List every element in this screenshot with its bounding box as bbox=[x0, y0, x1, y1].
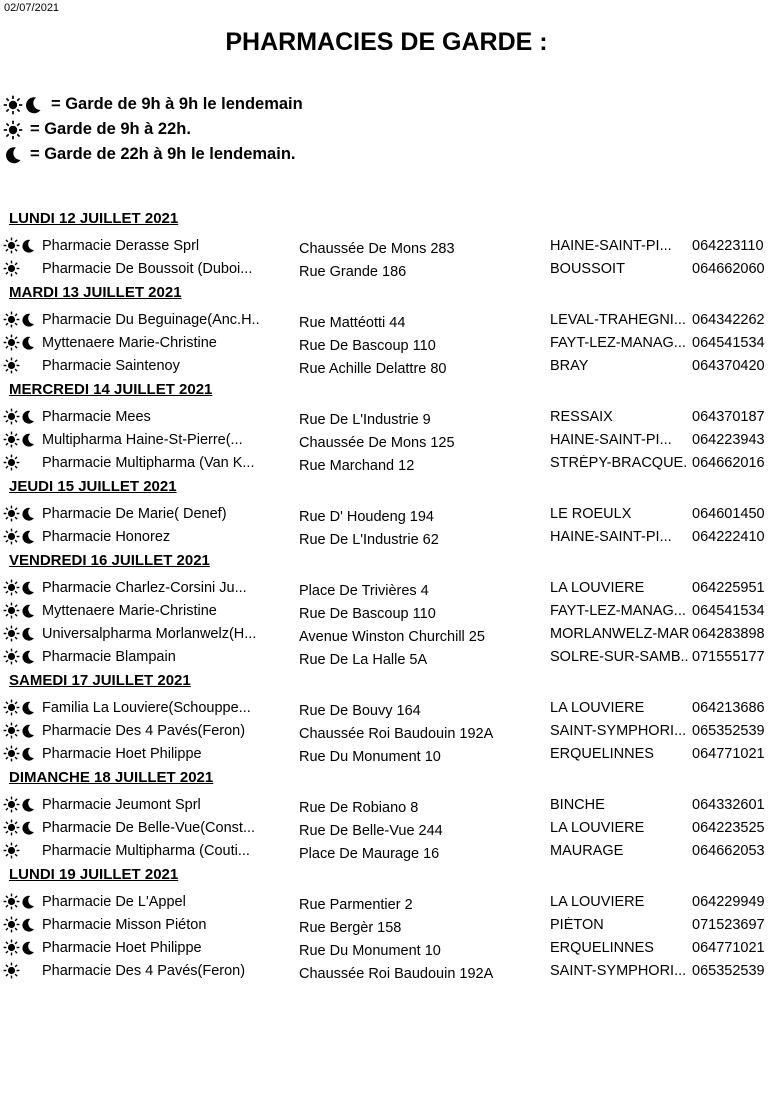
pharmacy-city: HAINE-SAINT-PI... bbox=[550, 432, 672, 448]
pharmacy-phone: 064229949 bbox=[692, 894, 765, 910]
pharmacy-address: Rue De Belle-Vue 244 bbox=[299, 823, 443, 839]
pharmacy-row bbox=[0, 794, 773, 817]
pharmacy-row bbox=[0, 503, 773, 526]
pharmacy-city: ERQUELINNES bbox=[550, 940, 654, 956]
sun-icon bbox=[3, 95, 23, 115]
sun-icon bbox=[3, 648, 20, 665]
pharmacy-row bbox=[0, 817, 773, 840]
pharmacy-phone: 064771021 bbox=[692, 940, 765, 956]
pharmacy-name: Pharmacie De L'Appel bbox=[42, 894, 186, 910]
pharmacy-row bbox=[0, 720, 773, 743]
pharmacy-address: Place De Trivières 4 bbox=[299, 583, 429, 599]
day-title: MARDI 13 JUILLET 2021 bbox=[9, 284, 182, 301]
sun-icon bbox=[3, 722, 20, 739]
pharmacy-city: LA LOUVIERE bbox=[550, 700, 645, 716]
pharmacy-address: Rue De Bouvy 164 bbox=[299, 703, 421, 719]
pharmacy-city: MORLANWELZ-MAR bbox=[550, 626, 690, 642]
pharmacy-address: Rue De La Halle 5A bbox=[299, 652, 428, 668]
moon-icon bbox=[20, 723, 36, 739]
moon-icon bbox=[20, 746, 36, 762]
legend bbox=[3, 92, 303, 167]
duty-icons bbox=[3, 722, 41, 739]
pharmacy-city: LA LOUVIERE bbox=[550, 820, 645, 836]
duty-schedule bbox=[0, 207, 773, 983]
pharmacy-phone: 064222410 bbox=[692, 529, 765, 545]
pharmacy-row bbox=[0, 526, 773, 549]
pharmacy-city: HAINE-SAINT-PI... bbox=[550, 529, 672, 545]
sun-icon bbox=[3, 699, 20, 716]
duty-icons bbox=[3, 408, 41, 425]
pharmacy-row bbox=[0, 914, 773, 937]
pharmacy-phone: 064332601 bbox=[692, 797, 765, 813]
moon-icon bbox=[20, 820, 36, 836]
moon-icon bbox=[20, 700, 36, 716]
pharmacy-name: Pharmacie Hoet Philippe bbox=[42, 940, 202, 956]
pharmacy-row bbox=[0, 840, 773, 863]
pharmacy-address: Rue Bergèr 158 bbox=[299, 920, 402, 936]
pharmacy-name: Pharmacie Charlez-Corsini Ju... bbox=[42, 580, 247, 596]
duty-icons bbox=[3, 454, 41, 471]
pharmacy-city: HAINE-SAINT-PI... bbox=[550, 238, 672, 254]
sun-icon bbox=[3, 745, 20, 762]
legend-item bbox=[3, 92, 303, 117]
day-section bbox=[0, 669, 773, 766]
duty-icons bbox=[3, 528, 41, 545]
pharmacy-row bbox=[0, 429, 773, 452]
moon-icon bbox=[20, 335, 36, 351]
pharmacy-phone: 064370187 bbox=[692, 409, 765, 425]
pharmacy-phone: 064283898 bbox=[692, 626, 765, 642]
pharmacy-address: Rue Achille Delattre 80 bbox=[299, 361, 447, 377]
pharmacy-name: Pharmacie Du Beguinage(Anc.H.. bbox=[42, 312, 260, 328]
legend-symbols bbox=[3, 145, 30, 165]
sun-icon bbox=[3, 842, 20, 859]
sun-icon bbox=[3, 796, 20, 813]
pharmacy-address: Avenue Winston Churchill 25 bbox=[299, 629, 485, 645]
pharmacy-name: Pharmacie Honorez bbox=[42, 529, 171, 545]
pharmacy-address: Chaussée Roi Baudouin 192A bbox=[299, 966, 494, 982]
pharmacy-row bbox=[0, 600, 773, 623]
pharmacy-address: Rue Grande 186 bbox=[299, 264, 407, 280]
sun-icon bbox=[3, 505, 20, 522]
pharmacy-phone: 064223525 bbox=[692, 820, 765, 836]
pharmacy-address: Rue Parmentier 2 bbox=[299, 897, 413, 913]
moon-icon bbox=[23, 95, 43, 115]
pharmacy-row bbox=[0, 646, 773, 669]
pharmacy-city: SOLRE-SUR-SAMB.. bbox=[550, 649, 689, 665]
pharmacy-address: Rue Marchand 12 bbox=[299, 458, 415, 474]
pharmacy-row bbox=[0, 258, 773, 281]
pharmacy-address: Rue D' Houdeng 194 bbox=[299, 509, 434, 525]
moon-icon bbox=[20, 626, 36, 642]
sun-icon bbox=[3, 454, 20, 471]
pharmacy-address: Rue De L'Industrie 62 bbox=[299, 532, 439, 548]
pharmacy-phone: 064225951 bbox=[692, 580, 765, 596]
moon-icon bbox=[3, 145, 23, 165]
pharmacy-city: LA LOUVIERE bbox=[550, 894, 645, 910]
legend-text: = Garde de 9h à 9h le lendemain bbox=[51, 95, 303, 113]
pharmacy-address: Rue De L'Industrie 9 bbox=[299, 412, 431, 428]
duty-icons bbox=[3, 796, 41, 813]
pharmacy-name: Pharmacie De Boussoit (Duboi... bbox=[42, 261, 253, 277]
moon-icon bbox=[20, 506, 36, 522]
pharmacy-address: Rue De Bascoup 110 bbox=[299, 338, 436, 354]
pharmacy-phone: 064213686 bbox=[692, 700, 765, 716]
duty-icons bbox=[3, 260, 41, 277]
sun-icon bbox=[3, 334, 20, 351]
sun-icon bbox=[3, 962, 20, 979]
moon-icon bbox=[20, 238, 36, 254]
moon-icon bbox=[20, 649, 36, 665]
sun-icon bbox=[3, 311, 20, 328]
pharmacy-city: BRAY bbox=[550, 358, 589, 374]
duty-icons bbox=[3, 357, 41, 374]
pharmacy-row bbox=[0, 235, 773, 258]
pharmacy-name: Pharmacie Blampain bbox=[42, 649, 176, 665]
moon-icon bbox=[20, 580, 36, 596]
legend-text: = Garde de 9h à 22h. bbox=[30, 120, 191, 138]
pharmacy-address: Rue Du Monument 10 bbox=[299, 749, 441, 765]
pharmacy-name: Pharmacie Des 4 Pavés(Feron) bbox=[42, 723, 246, 739]
pharmacy-city: FAYT-LEZ-MANAG... bbox=[550, 335, 686, 351]
sun-icon bbox=[3, 579, 20, 596]
pharmacy-address: Rue Du Monument 10 bbox=[299, 943, 441, 959]
pharmacy-address: Chaussée Roi Baudouin 192A bbox=[299, 726, 494, 742]
pharmacy-city: BOUSSOIT bbox=[550, 261, 625, 277]
pharmacy-name: Pharmacie Multipharma (Couti... bbox=[42, 843, 250, 859]
pharmacy-city: FAYT-LEZ-MANAG... bbox=[550, 603, 686, 619]
pharmacy-row bbox=[0, 891, 773, 914]
moon-icon bbox=[20, 432, 36, 448]
sun-icon bbox=[3, 431, 20, 448]
day-section bbox=[0, 207, 773, 281]
pharmacy-name: Myttenaere Marie-Christine bbox=[42, 603, 217, 619]
legend-symbols bbox=[3, 120, 30, 140]
pharmacy-row bbox=[0, 577, 773, 600]
pharmacy-name: Pharmacie Derasse Sprl bbox=[42, 238, 200, 254]
moon-icon bbox=[20, 894, 36, 910]
pharmacy-phone: 065352539 bbox=[692, 723, 765, 739]
duty-icons bbox=[3, 625, 41, 642]
day-title: JEUDI 15 JUILLET 2021 bbox=[9, 478, 177, 495]
pharmacy-phone: 064771021 bbox=[692, 746, 765, 762]
pharmacy-name: Myttenaere Marie-Christine bbox=[42, 335, 217, 351]
pharmacy-city: LA LOUVIERE bbox=[550, 580, 645, 596]
pharmacy-phone: 064223943 bbox=[692, 432, 765, 448]
duty-icons bbox=[3, 311, 41, 328]
sun-icon bbox=[3, 357, 20, 374]
print-date: 02/07/2021 bbox=[4, 2, 60, 14]
pharmacy-name: Pharmacie Mees bbox=[42, 409, 151, 425]
pharmacy-name: Pharmacie Jeumont Sprl bbox=[42, 797, 201, 813]
pharmacy-name: Pharmacie Misson Piéton bbox=[42, 917, 207, 933]
pharmacy-name: Universalpharma Morlanwelz(H... bbox=[42, 626, 257, 642]
pharmacy-row bbox=[0, 697, 773, 720]
legend-item bbox=[3, 117, 303, 142]
sun-icon bbox=[3, 260, 20, 277]
moon-icon bbox=[20, 312, 36, 328]
pharmacy-phone: 064541534 bbox=[692, 603, 765, 619]
pharmacy-phone: 064541534 bbox=[692, 335, 765, 351]
duty-icons bbox=[3, 699, 41, 716]
day-section bbox=[0, 378, 773, 475]
pharmacy-city: MAURAGE bbox=[550, 843, 624, 859]
pharmacy-city: PIÉTON bbox=[550, 917, 604, 933]
pharmacy-phone: 064601450 bbox=[692, 506, 765, 522]
pharmacy-row bbox=[0, 406, 773, 429]
moon-icon bbox=[20, 797, 36, 813]
day-section bbox=[0, 863, 773, 983]
pharmacy-row bbox=[0, 309, 773, 332]
pharmacy-city: LEVAL-TRAHEGNI... bbox=[550, 312, 686, 328]
pharmacy-row bbox=[0, 452, 773, 475]
pharmacy-name: Familia La Louviere(Schouppe... bbox=[42, 700, 251, 716]
day-title: DIMANCHE 18 JUILLET 2021 bbox=[9, 769, 214, 786]
duty-icons bbox=[3, 431, 41, 448]
pharmacy-city: ERQUELINNES bbox=[550, 746, 654, 762]
moon-icon bbox=[20, 940, 36, 956]
pharmacy-row bbox=[0, 743, 773, 766]
duty-icons bbox=[3, 334, 41, 351]
pharmacy-phone: 064662053 bbox=[692, 843, 765, 859]
sun-icon bbox=[3, 602, 20, 619]
day-title: LUNDI 12 JUILLET 2021 bbox=[9, 210, 179, 227]
legend-symbols bbox=[3, 95, 51, 115]
pharmacy-address: Place De Maurage 16 bbox=[299, 846, 440, 862]
pharmacy-phone: 065352539 bbox=[692, 963, 765, 979]
pharmacy-address: Rue De Robiano 8 bbox=[299, 800, 419, 816]
moon-icon bbox=[20, 917, 36, 933]
duty-icons bbox=[3, 939, 41, 956]
pharmacy-phone: 064223110 bbox=[692, 238, 764, 254]
pharmacy-phone: 064662016 bbox=[692, 455, 765, 471]
duty-icons bbox=[3, 819, 41, 836]
day-section bbox=[0, 766, 773, 863]
pharmacy-phone: 071523697 bbox=[692, 917, 765, 933]
day-title: MERCREDI 14 JUILLET 2021 bbox=[9, 381, 213, 398]
pharmacy-name: Pharmacie De Belle-Vue(Const... bbox=[42, 820, 256, 836]
pharmacy-city: SAINT-SYMPHORI... bbox=[550, 963, 687, 979]
pharmacy-address: Chaussée De Mons 283 bbox=[299, 241, 455, 257]
pharmacy-row bbox=[0, 960, 773, 983]
pharmacy-phone: 064370420 bbox=[692, 358, 765, 374]
pharmacy-address: Rue Mattéotti 44 bbox=[299, 315, 406, 331]
pharmacy-city: LE ROEULX bbox=[550, 506, 632, 522]
legend-text: = Garde de 22h à 9h le lendemain. bbox=[30, 145, 296, 163]
duty-icons bbox=[3, 648, 41, 665]
pharmacy-address: Rue De Bascoup 110 bbox=[299, 606, 436, 622]
pharmacy-name: Pharmacie Multipharma (Van K... bbox=[42, 455, 255, 471]
duty-icons bbox=[3, 916, 41, 933]
day-title: SAMEDI 17 JUILLET 2021 bbox=[9, 672, 191, 689]
sun-icon bbox=[3, 120, 23, 140]
day-title: VENDREDI 16 JUILLET 2021 bbox=[9, 552, 210, 569]
duty-icons bbox=[3, 237, 41, 254]
page-title: PHARMACIES DE GARDE : bbox=[225, 28, 548, 56]
moon-icon bbox=[20, 529, 36, 545]
sun-icon bbox=[3, 819, 20, 836]
duty-icons bbox=[3, 962, 41, 979]
pharmacy-row bbox=[0, 623, 773, 646]
pharmacy-row bbox=[0, 332, 773, 355]
pharmacy-city: BINCHE bbox=[550, 797, 605, 813]
sun-icon bbox=[3, 916, 20, 933]
pharmacy-name: Pharmacie De Marie( Denef) bbox=[42, 506, 227, 522]
pharmacy-name: Pharmacie Saintenoy bbox=[42, 358, 180, 374]
pharmacy-row bbox=[0, 355, 773, 378]
pharmacy-city: SAINT-SYMPHORI... bbox=[550, 723, 687, 739]
legend-item bbox=[3, 142, 303, 167]
pharmacy-phone: 071555177 bbox=[692, 649, 765, 665]
pharmacy-name: Pharmacie Hoet Philippe bbox=[42, 746, 202, 762]
day-section bbox=[0, 549, 773, 669]
pharmacy-address: Chaussée De Mons 125 bbox=[299, 435, 455, 451]
day-section bbox=[0, 475, 773, 549]
pharmacy-name: Pharmacie Des 4 Pavés(Feron) bbox=[42, 963, 246, 979]
pharmacy-city: RESSAIX bbox=[550, 409, 613, 425]
sun-icon bbox=[3, 408, 20, 425]
sun-icon bbox=[3, 939, 20, 956]
sun-icon bbox=[3, 237, 20, 254]
moon-icon bbox=[20, 409, 36, 425]
duty-icons bbox=[3, 602, 41, 619]
pharmacy-name: Multipharma Haine-St-Pierre(... bbox=[42, 432, 243, 448]
duty-icons bbox=[3, 745, 41, 762]
sun-icon bbox=[3, 893, 20, 910]
duty-icons bbox=[3, 893, 41, 910]
pharmacy-phone: 064662060 bbox=[692, 261, 765, 277]
pharmacy-city: STRÉPY-BRACQUE. bbox=[550, 455, 688, 471]
sun-icon bbox=[3, 528, 20, 545]
sun-icon bbox=[3, 625, 20, 642]
pharmacy-phone: 064342262 bbox=[692, 312, 765, 328]
moon-icon bbox=[20, 603, 36, 619]
duty-icons bbox=[3, 579, 41, 596]
day-section bbox=[0, 281, 773, 378]
day-title: LUNDI 19 JUILLET 2021 bbox=[9, 866, 179, 883]
duty-icons bbox=[3, 505, 41, 522]
pharmacy-row bbox=[0, 937, 773, 960]
duty-icons bbox=[3, 842, 41, 859]
